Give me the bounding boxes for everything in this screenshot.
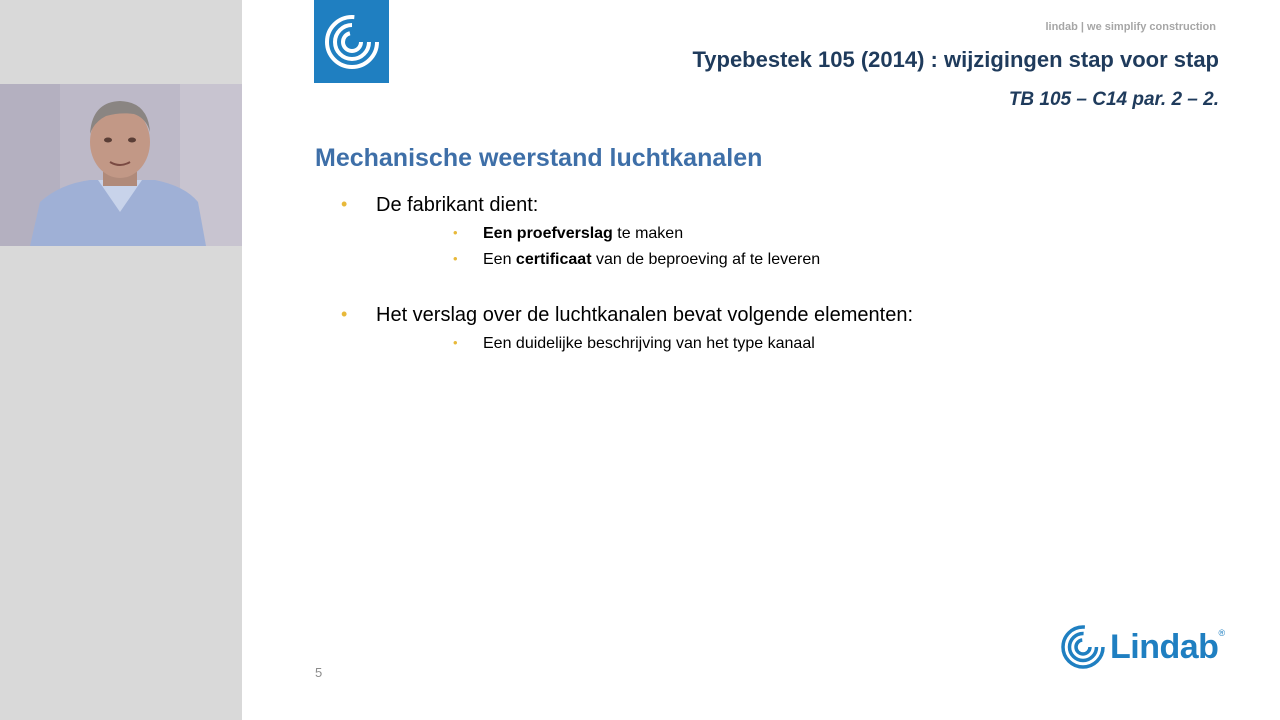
slide-subtitle: TB 105 – C14 par. 2 – 2. <box>1008 89 1219 110</box>
sub-bullet-bold: Een proefverslag <box>483 225 613 242</box>
slide-title: Typebestek 105 (2014) : wijzigingen stap voor stap <box>692 47 1219 72</box>
bullet-item <box>341 194 539 217</box>
sub-bullet-item <box>453 225 684 243</box>
section-heading: Mechanische weerstand luchtkanalen <box>315 144 763 172</box>
sub-bullet-item <box>453 335 815 353</box>
sub-bullet-text: te maken <box>612 225 684 242</box>
bullet-text: Het verslag over de luchtkanalen bevat volgende elementen: <box>376 304 914 326</box>
presenter-video-frame <box>0 84 243 246</box>
lindab-spiral-icon <box>324 14 380 70</box>
brand-name: Lindab <box>1110 627 1219 666</box>
bullet-dot-icon: • <box>453 251 458 266</box>
bullet-dot-icon: • <box>341 304 348 324</box>
lindab-spiral-icon <box>1060 624 1106 670</box>
sub-bullet-text: van de beproeving af te leveren <box>591 251 821 268</box>
presenter-webcam <box>0 84 243 246</box>
presentation-slide <box>242 0 1280 720</box>
sub-bullet-text: Een duidelijke beschrijving van het type kanaal <box>483 335 815 352</box>
sub-bullet-item <box>453 251 821 269</box>
bullet-item <box>341 304 914 327</box>
bullet-text: De fabrikant dient: <box>376 194 539 216</box>
lindab-logo-square <box>314 0 389 83</box>
bullet-dot-icon: • <box>341 194 348 214</box>
bullet-dot-icon: • <box>453 225 458 240</box>
registered-mark: ® <box>1218 628 1226 638</box>
lindab-brand-logo <box>1060 624 1225 670</box>
company-tagline: lindab | we simplify construction <box>1045 21 1216 33</box>
bullet-dot-icon: • <box>453 335 458 350</box>
sub-bullet-pre: Een <box>483 251 516 268</box>
sub-bullet-bold: certificaat <box>515 251 592 268</box>
page-number: 5 <box>315 665 323 680</box>
